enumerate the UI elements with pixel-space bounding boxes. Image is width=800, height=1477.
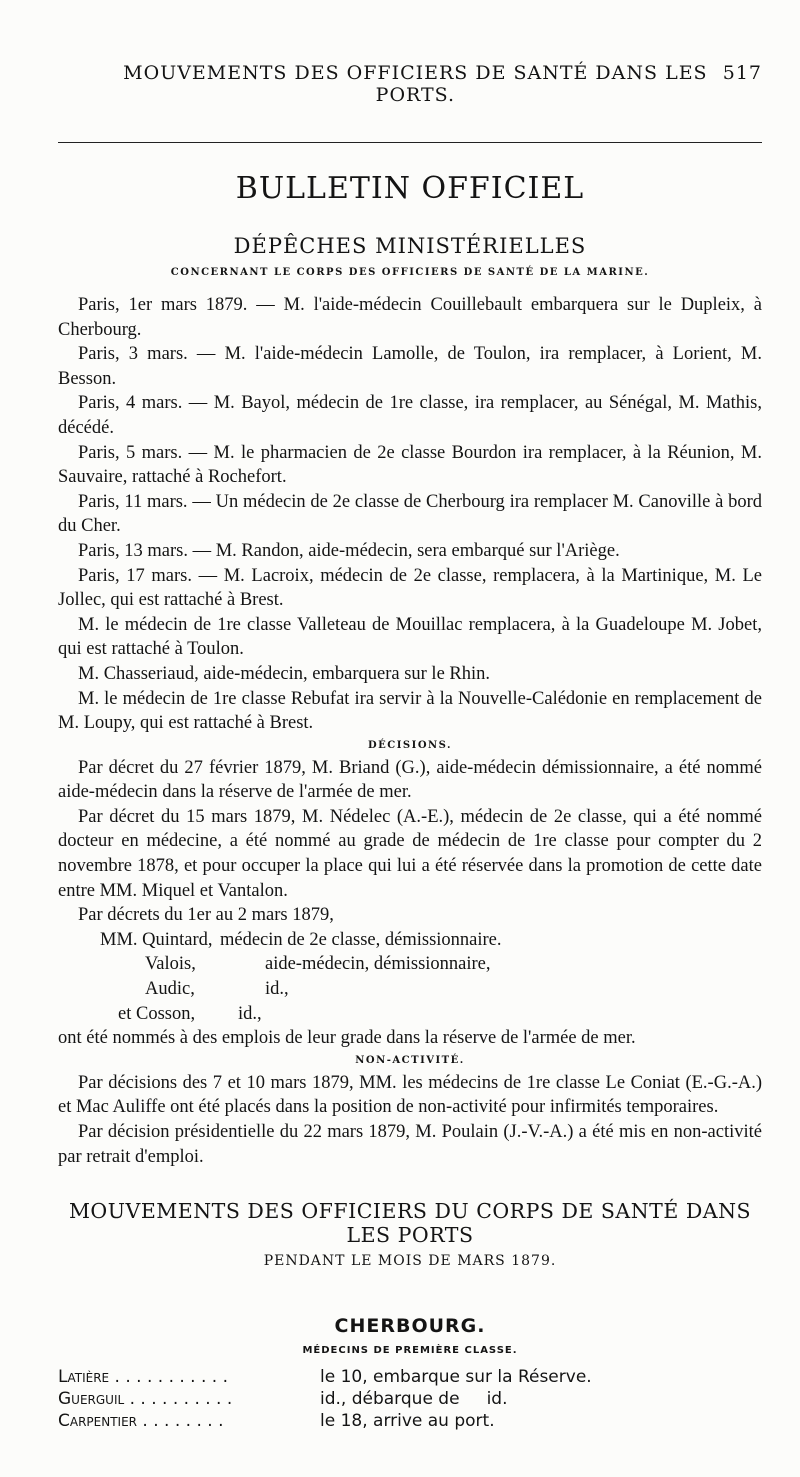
table-row [58, 1410, 762, 1432]
officer-name: Carpentier [58, 1411, 138, 1432]
list-item [100, 977, 762, 1002]
list-item-text: aide-médecin, démissionnaire, [265, 954, 491, 975]
officer-name: Guerguil [58, 1389, 125, 1410]
list-item-name: Valois, [145, 954, 196, 975]
decree-list [58, 928, 762, 1026]
list-item-name: MM. Quintard, [100, 929, 213, 950]
port-heading: CHERBOURG. [334, 1315, 486, 1338]
depeches-subtitle: CONCERNANT LE CORPS DES OFFICIERS DE SANTÉ DE LA MARINE. [170, 267, 650, 278]
movement-text: le 18, arrive au port. [320, 1411, 495, 1432]
category-heading: MÉDECINS DE PREMIÈRE CLASSE. [302, 1345, 518, 1357]
movements-table [58, 1366, 762, 1432]
decision-closing: ont été nommés à des emplois de leur grade dans la réserve de l'armée de mer. [58, 1028, 636, 1049]
page-number: 517 [722, 62, 762, 84]
list-item [100, 1002, 762, 1027]
non-activite-paragraph: Par décision présidentielle du 22 mars 1879, M. Poulain (J.-V.-A.) a été mis en non-activité par retrait d'emploi. [58, 1122, 762, 1167]
table-row [58, 1366, 762, 1388]
decision-paragraph: Par décret du 15 mars 1879, M. Nédelec (A.-E.), médecin de 2e classe, qui a été nommé docteur en médecine, a été nommé au grade de médecin de 1re classe pour compter du 2 novembre 1878, et pour occuper la place qui lui a été réservée dans la promotion de cette date entre MM. Miquel et Vantalon. [58, 806, 762, 901]
list-item-text: id., [265, 979, 289, 1000]
running-head [58, 62, 762, 106]
depeche-paragraph: Paris, 17 mars. — M. Lacroix, médecin de 2e classe, remplacera, à la Martinique, M. Le Jollec, qui est rattaché à Brest. [58, 565, 762, 611]
list-item [100, 952, 762, 977]
movements-subtitle: PENDANT LE MOIS DE MARS 1879. [263, 1253, 557, 1270]
depeche-paragraph: Paris, 3 mars. — M. l'aide-médecin Lamolle, de Toulon, ira remplacer, à Lorient, M. Besson. [58, 344, 762, 389]
list-item-name: et Cosson, [118, 1003, 196, 1024]
table-row [58, 1388, 762, 1410]
list-item [100, 928, 762, 953]
list-item-text: médecin de 2e classe, démissionnaire. [220, 929, 502, 950]
list-item-text: id., [238, 1003, 262, 1024]
running-head-title: MOUVEMENTS DES OFFICIERS DE SANTÉ DANS LES PORTS. [123, 62, 708, 106]
depeche-paragraph: M. Chasseriaud, aide-médecin, embarquera sur le Rhin. [78, 663, 491, 684]
depeches-title: DÉPÊCHES MINISTÉRIELLES [233, 234, 587, 258]
movement-text: le 10, embarque sur la Réserve. [320, 1367, 592, 1388]
decision-paragraph: Par décrets du 1er au 2 mars 1879, [78, 905, 334, 926]
leader-dots: . . . . . . . . . . [129, 1389, 233, 1410]
non-activite-paragraph: Par décisions des 7 et 10 mars 1879, MM. les médecins de 1re classe Le Coniat (E.-G.-A.) et Mac Auliffe ont été placés dans la position de non-activité pour infirmités temporaires. [58, 1072, 762, 1118]
leader-dots: . . . . . . . . [142, 1411, 224, 1432]
movements-title: MOUVEMENTS DES OFFICIERS DU CORPS DE SANTÉ DANS LES PORTS [68, 1199, 752, 1248]
decision-paragraph: Par décret du 27 février 1879, M. Briand (G.), aide-médecin démissionnaire, a été nommé aide-médecin dans la réserve de l'armée de mer. [58, 757, 762, 803]
depeche-paragraph: Paris, 1er mars 1879. — M. l'aide-médecin Couillebault embarquera sur le Dupleix, à Cherbourg. [58, 295, 762, 340]
depeche-paragraph: Paris, 4 mars. — M. Bayol, médecin de 1re classe, ira remplacer, au Sénégal, M. Mathis, décédé. [58, 393, 762, 438]
decisions-heading: DÉCISIONS. [367, 739, 453, 751]
header-rule [58, 142, 762, 143]
depeche-paragraph: Paris, 13 mars. — M. Randon, aide-médecin, sera embarqué sur l'Ariège. [78, 540, 620, 561]
depeche-paragraph: Paris, 5 mars. — M. le pharmacien de 2e classe Bourdon ira remplacer, à la Réunion, M. Sauvaire, rattaché à Rochefort. [58, 442, 762, 488]
officer-name: Latière [58, 1367, 110, 1388]
depeche-paragraph: M. le médecin de 1re classe Valleteau de Mouillac remplacera, à la Guadeloupe M. Jobet, qui est rattaché à Toulon. [58, 614, 762, 660]
non-activite-heading: NON-ACTIVITÉ. [355, 1054, 465, 1066]
list-item-name: Audic, [145, 979, 195, 1000]
leader-dots: . . . . . . . . . . . [114, 1367, 229, 1388]
movement-text: id., débarque de id. [320, 1389, 508, 1410]
depeche-paragraph: Paris, 11 mars. — Un médecin de 2e classe de Cherbourg ira remplacer M. Canoville à bord du Cher. [58, 491, 762, 537]
bulletin-title: BULLETIN OFFICIEL [235, 171, 585, 206]
depeche-paragraph: M. le médecin de 1re classe Rebufat ira servir à la Nouvelle-Calédonie en remplacement de M. Loupy, qui est rattaché à Brest. [58, 688, 762, 734]
